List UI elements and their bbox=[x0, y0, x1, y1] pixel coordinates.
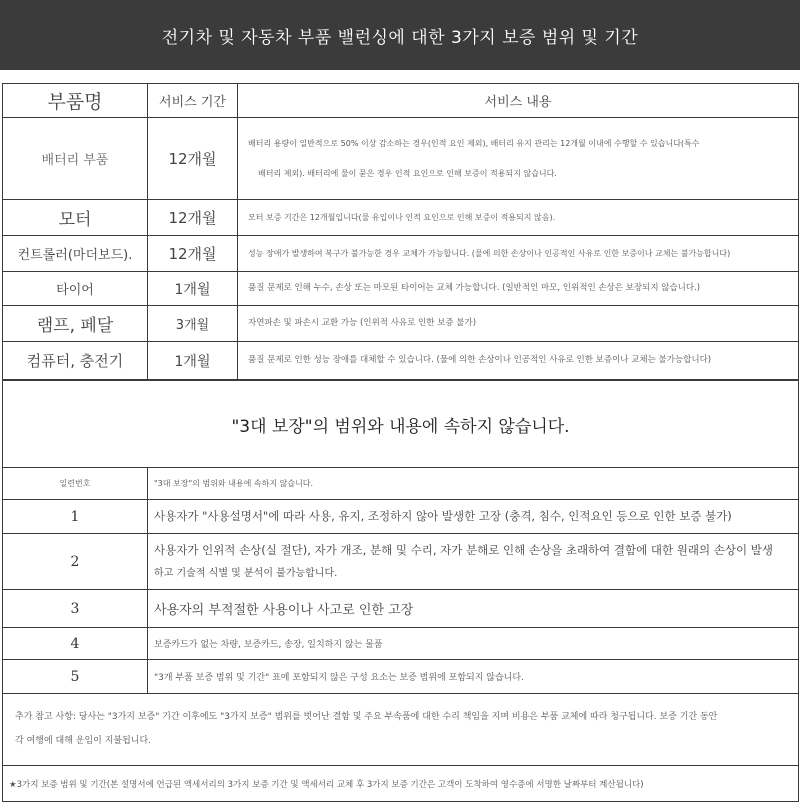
page-header bbox=[0, 0, 800, 70]
footer-note: ★3가지 보증 범위 및 기간(본 설명서에 언급된 액세서리의 3가지 보증 기간 및 액세서리 교체 후 3가지 보증 기간은 고객이 도착하여 영수증에 서명한 날짜부터 계산됩니다) bbox=[3, 766, 799, 802]
part-content: 품질 문제로 인해 누수, 손상 또는 마모된 타이어는 교체 가능합니다. (일반적인 마모, 인위적인 손상은 보장되지 않습니다.) bbox=[238, 272, 799, 306]
part-name: 배터리 부품 bbox=[3, 118, 148, 200]
part-content: 자연파손 및 파손시 교환 가능 (인위적 사유로 인한 보증 불가) bbox=[238, 306, 799, 342]
table-row bbox=[3, 200, 799, 236]
item-number: 4 bbox=[3, 628, 148, 660]
item-number: 5 bbox=[3, 660, 148, 694]
page-title: 전기차 및 자동차 부품 밸런싱에 대한 3가지 보증 범위 및 기간 bbox=[161, 27, 639, 48]
header-service-content: 서비스 내용 bbox=[238, 84, 799, 118]
part-period: 1개월 bbox=[148, 342, 238, 380]
note-line: 추가 참고 사항: 당사는 "3가지 보증" 기간 이후에도 "3가지 보증" 범위를 벗어난 결함 및 주요 부속품에 대한 수리 책임을 지며 비용은 부품 교체에 따라 청구됩니다. 보증 기간 동안 bbox=[15, 712, 718, 723]
exclusions-title-row bbox=[3, 381, 799, 468]
header-service-period: 서비스 기간 bbox=[148, 84, 238, 118]
table-row bbox=[3, 306, 799, 342]
part-content bbox=[238, 118, 799, 200]
part-name: 컨트롤러(마더보드). bbox=[3, 236, 148, 272]
part-period: 1개월 bbox=[148, 272, 238, 306]
exclusions-table bbox=[2, 380, 799, 802]
item-number: 2 bbox=[3, 534, 148, 590]
part-content: 성능 장애가 발생하여 복구가 불가능한 경우 교체가 가능합니다. (물에 의한 손상이나 인공적인 사유로 인한 보증이나 교체는 불가능합니다) bbox=[238, 236, 799, 272]
part-period: 12개월 bbox=[148, 236, 238, 272]
table-row bbox=[3, 590, 799, 628]
item-text: 사용자가 "사용설명서"에 따라 사용, 유지, 조정하지 않아 발생한 고장 (충격, 침수, 인적요인 등으로 인한 보증 불가) bbox=[148, 500, 799, 534]
service-period-table bbox=[2, 83, 799, 380]
footer-row bbox=[3, 766, 799, 802]
part-content-line: 배터리 용량이 일반적으로 50% 이상 감소하는 경우(인적 요인 제외), 배터리 유지 관리는 12개월 이내에 수행할 수 있습니다(특수 bbox=[248, 139, 700, 149]
item-text: "3개 부품 보증 범위 및 기간" 표에 포함되지 않은 구성 요소는 보증 범위에 포함되지 않습니다. bbox=[148, 660, 799, 694]
header-serial-number: 일련번호 bbox=[3, 468, 148, 500]
table-row bbox=[3, 500, 799, 534]
part-name: 타이어 bbox=[3, 272, 148, 306]
additional-note bbox=[3, 694, 799, 766]
table-row bbox=[3, 628, 799, 660]
header-exclusion-text: "3대 보장"의 범위와 내용에 속하지 않습니다. bbox=[148, 468, 799, 500]
item-text-line: 하고 기술적 식별 및 분석이 불가능합니다. bbox=[154, 568, 338, 580]
table-row bbox=[3, 342, 799, 380]
table-row bbox=[3, 236, 799, 272]
table-row bbox=[3, 118, 799, 200]
item-text: 보증카드가 없는 차량, 보증카드, 송장, 일치하지 않는 물품 bbox=[148, 628, 799, 660]
table-row bbox=[3, 660, 799, 694]
exclusions-title: "3대 보장"의 범위와 내용에 속하지 않습니다. bbox=[3, 381, 799, 468]
item-text bbox=[148, 534, 799, 590]
part-name: 컴퓨터, 충전기 bbox=[3, 342, 148, 380]
exclusions-header-row bbox=[3, 468, 799, 500]
item-number: 1 bbox=[3, 500, 148, 534]
part-period: 12개월 bbox=[148, 118, 238, 200]
item-text-line: 사용자가 인위적 손상(실 절단), 자가 개조, 분해 및 수리, 자가 분해로 인해 손상을 초래하여 결함에 대한 원래의 손상이 발생 bbox=[154, 542, 773, 557]
part-name: 모터 bbox=[3, 200, 148, 236]
item-number: 3 bbox=[3, 590, 148, 628]
part-content: 모터 보증 기간은 12개월입니다(물 유입이나 인적 요인으로 인해 보증이 적용되지 않음). bbox=[238, 200, 799, 236]
part-period: 12개월 bbox=[148, 200, 238, 236]
note-line: 각 여행에 대해 운임이 지불됩니다. bbox=[15, 735, 152, 746]
part-content-line: 배터리 제외). 배터리에 물이 묻은 경우 인적 요인으로 인해 보증이 적용되지 않습니다. bbox=[258, 168, 557, 178]
table-row bbox=[3, 272, 799, 306]
item-text: 사용자의 부적절한 사용이나 사고로 인한 고장 bbox=[148, 590, 799, 628]
part-name: 램프, 페달 bbox=[3, 306, 148, 342]
header-part-name: 부품명 bbox=[3, 84, 148, 118]
part-content: 품질 문제로 인한 성능 장애를 대체할 수 있습니다. (물에 의한 손상이나 인공적인 사유로 인한 보증이나 교체는 불가능합니다) bbox=[238, 342, 799, 380]
additional-note-row bbox=[3, 694, 799, 766]
table-header-row bbox=[3, 84, 799, 118]
part-period: 3개월 bbox=[148, 306, 238, 342]
table-row bbox=[3, 534, 799, 590]
